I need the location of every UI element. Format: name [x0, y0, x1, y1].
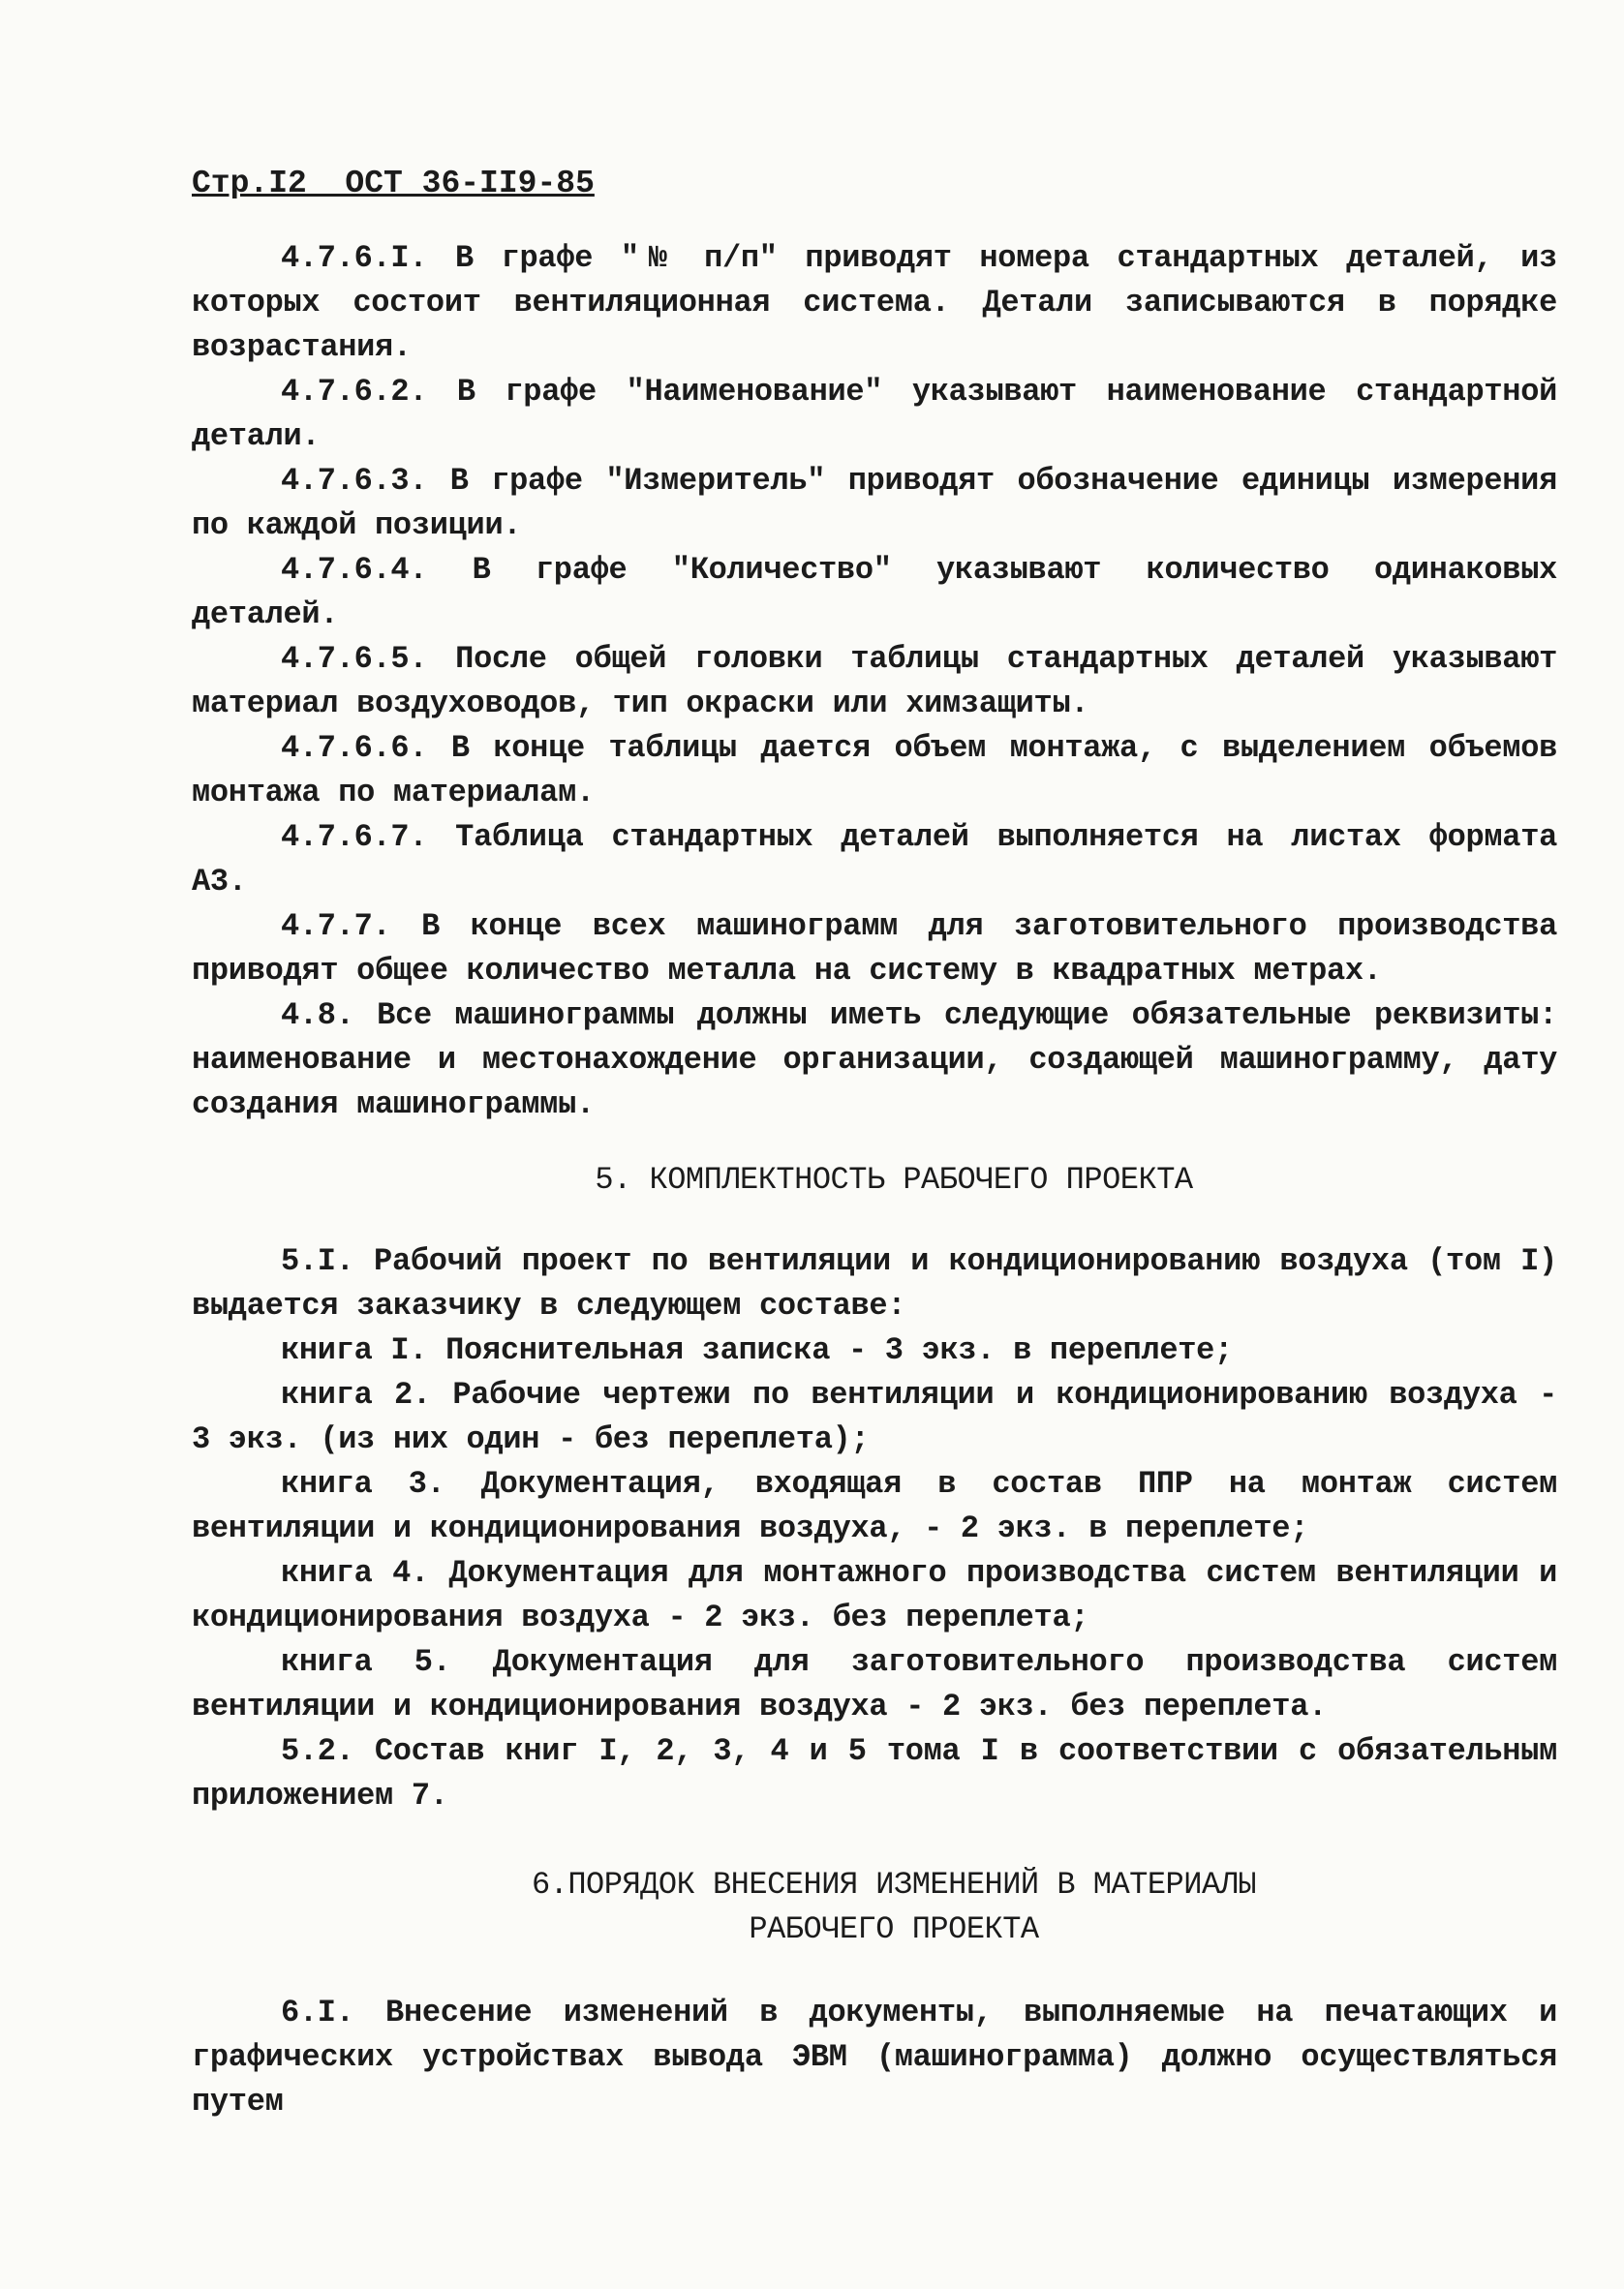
- paragraph-5-2: 5.2. Состав книг I, 2, 3, 4 и 5 тома I в соответствии с обязательным приложением 7.: [192, 1733, 1557, 1814]
- paragraph-4-7-6-4: 4.7.6.4. В графе "Количество" указывают количество одинаковых деталей.: [192, 552, 1557, 632]
- section-6-heading: [192, 1863, 1557, 1952]
- document-page: [192, 165, 1557, 2124]
- section-6-heading-line-1: 6.ПОРЯДОК ВНЕСЕНИЯ ИЗМЕНЕНИЙ В МАТЕРИАЛЫ: [531, 1867, 1257, 1903]
- section-5-heading: 5. КОМПЛЕКТНОСТЬ РАБОЧЕГО ПРОЕКТА: [595, 1162, 1193, 1198]
- paragraph-4-7-6-5: 4.7.6.5. После общей головки таблицы стандартных деталей указывают материал воздуховодов, тип окраски или химзащиты.: [192, 641, 1557, 721]
- paragraph-4-7-6-2: 4.7.6.2. В графе "Наименование" указывают наименование стандартной детали.: [192, 374, 1557, 454]
- paragraph-6-1: 6.I. Внесение изменений в документы, выполняемые на печатающих и графических устройствах вывода ЭВМ (машинограмма) должно осуществляться путем: [192, 1995, 1557, 2120]
- book-4-item: книга 4. Документация для монтажного производства систем вентиляции и кондиционирования воздуха - 2 экз. без переплета;: [192, 1555, 1557, 1635]
- section-6-heading-line-2: РАБОЧЕГО ПРОЕКТА: [749, 1911, 1039, 1947]
- paragraph-4-7-7: 4.7.7. В конце всех машинограмм для заготовительного производства приводят общее количество металла на систему в квадратных метрах.: [192, 908, 1557, 989]
- page-header: Стр.I2 ОСТ 36-II9-85: [192, 166, 595, 201]
- paragraph-4-7-6-7: 4.7.6.7. Таблица стандартных деталей выполняется на листах формата А3.: [192, 819, 1557, 900]
- paragraph-4-7-6-1: 4.7.6.I. В графе "№ п/п" приводят номера стандартных деталей, из которых состоит вентиляционная система. Детали записываются в порядке возрастания.: [192, 240, 1557, 365]
- book-3-item: книга 3. Документация, входящая в состав ППР на монтаж систем вентиляции и кондиционирования воздуха, - 2 экз. в переплете;: [192, 1466, 1557, 1546]
- book-5-item: книга 5. Документация для заготовительного производства систем вентиляции и кондиционирования воздуха - 2 экз. без переплета.: [192, 1644, 1557, 1724]
- book-2-item: книга 2. Рабочие чертежи по вентиляции и кондиционированию воздуха - 3 экз. (из них один - без переплета);: [192, 1377, 1557, 1457]
- book-1-item: книга I. Пояснительная записка - 3 экз. в переплете;: [281, 1332, 1233, 1368]
- paragraph-4-7-6-3: 4.7.6.3. В графе "Измеритель" приводят обозначение единицы измерения по каждой позиции.: [192, 463, 1557, 543]
- paragraph-4-8: 4.8. Все машинограммы должны иметь следующие обязательные реквизиты: наименование и местонахождение организации, создающей машинограмму, дату создания машинограммы.: [192, 997, 1557, 1122]
- paragraph-5-1: 5.I. Рабочий проект по вентиляции и кондиционированию воздуха (том I) выдается заказчику в следующем составе:: [192, 1243, 1557, 1324]
- paragraph-4-7-6-6: 4.7.6.6. В конце таблицы дается объем монтажа, с выделением объемов монтажа по материалам.: [192, 730, 1557, 810]
